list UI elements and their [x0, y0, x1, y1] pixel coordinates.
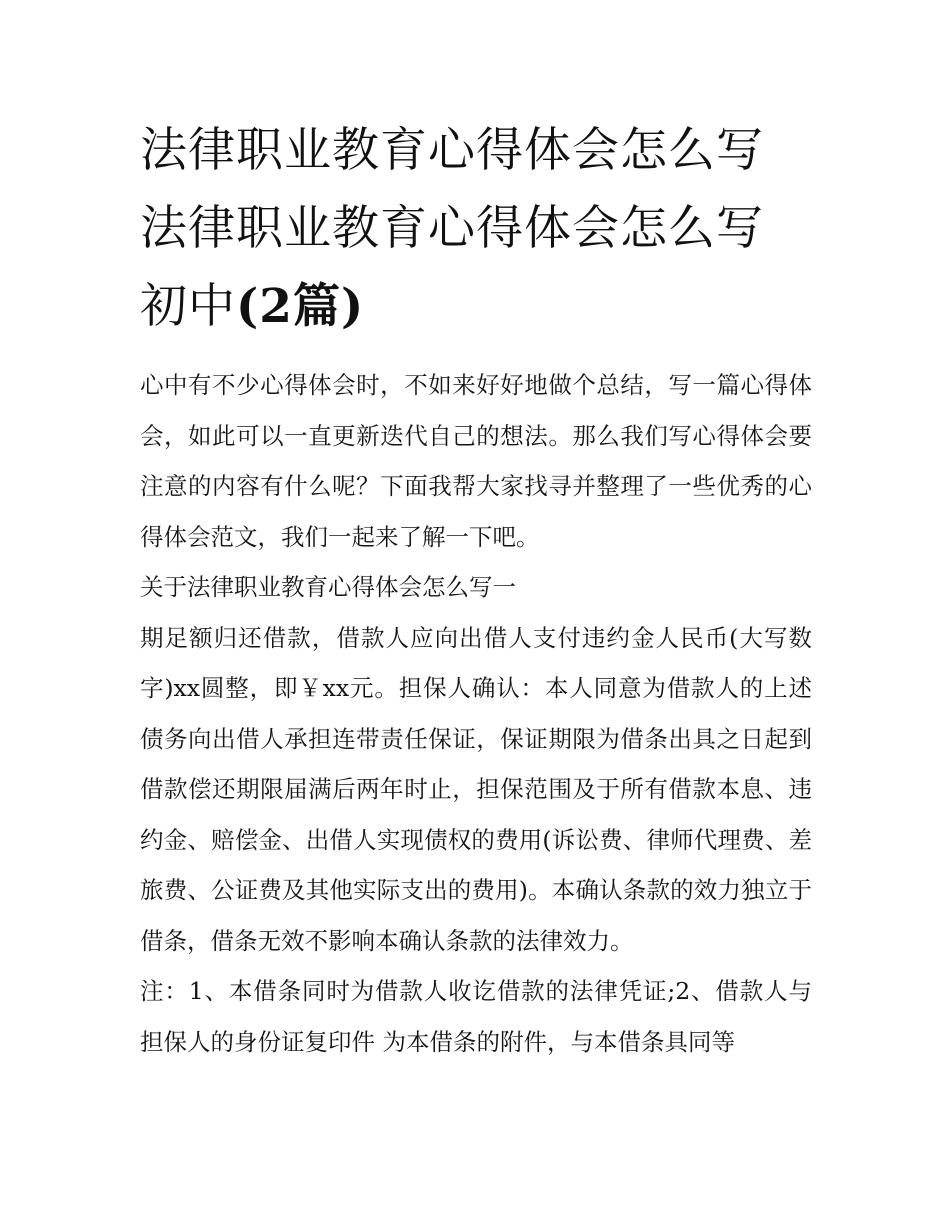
note-paragraph: 注：1、本借条同时为借款人收讫借款的法律凭证;2、借款人与担保人的身份证复印件 为本借条的附件，与本借条具同等	[140, 977, 812, 1056]
title-line-1: 法律职业教育心得体会怎么写	[140, 123, 764, 178]
title-line-3-suffix: (2篇)	[236, 279, 365, 334]
title-line-3-prefix: 初中	[140, 279, 236, 334]
intro-paragraph: 心中有不少心得体会时，不如来好好地做个总结，写一篇心得体会，如此可以一直更新迭代自己的想法。那么我们写心得体会要注意的内容有什么呢？下面我帮大家找寻并整理了一些优秀的心得体会范文，我们一起来了解一下吧。	[140, 371, 812, 551]
body-paragraph: 期足额归还借款，借款人应向出借人支付违约金人民币(大写数字)xx圆整，即￥xx元。担保人确认：本人同意为借款人的上述债务向出借人承担连带责任保证，保证期限为借条出具之日起到借款偿还期限届满后两年时止，担保范围及于所有借款本息、违约金、赔偿金、出借人实现债权的费用(诉讼费、律师代理费、差旅费、公证费及其他实际支出的费用)。本确认条款的效力独立于借条，借条无效不影响本确认条款的法律效力。	[140, 623, 812, 955]
document-page	[140, 112, 812, 1067]
section-heading: 关于法律职业教育心得体会怎么写一	[140, 573, 516, 601]
title-line-2: 法律职业教育心得体会怎么写	[140, 201, 764, 256]
document-title	[140, 112, 812, 346]
